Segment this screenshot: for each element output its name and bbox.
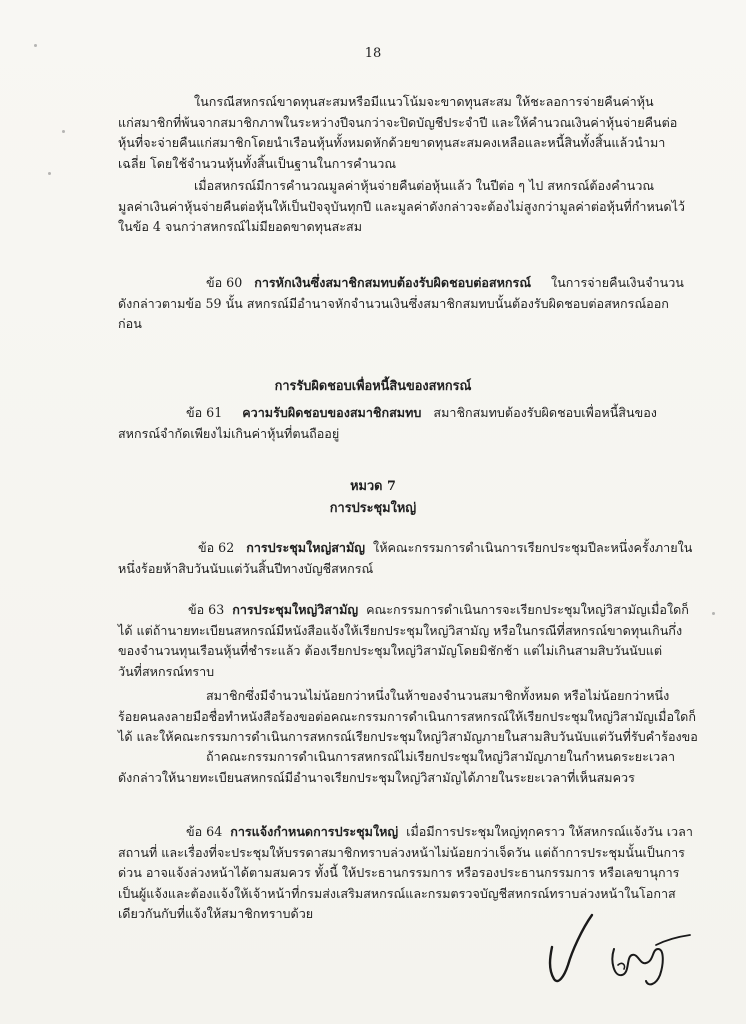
clause-60 [118, 273, 684, 335]
text-line: แก่สมาชิกที่พ้นจากสมาชิกภาพในระหว่างปีจนกว่าจะปิดบัญชีประจำปี และให้คำนวณเงินค่าหุ้นจ่ายคืนต่อ [118, 114, 678, 130]
text-line: มูลค่าเงินค่าหุ้นจ่ายคืนต่อหุ้นให้เป็นปัจจุบันทุกปี และมูลค่าดังกล่าวจะต้องไม่สูงกว่ามูลค่าต่อหุ้นที่กำหนดไว้ [118, 198, 686, 214]
text-line: ถ้าคณะกรรมการดำเนินการสหกรณ์ไม่เรียกประชุมใหญ่วิสามัญภายในกำหนดระยะเวลา [206, 749, 676, 764]
text-line: ก่อน [118, 316, 142, 331]
clause-61 [118, 403, 657, 444]
text-line: ได้ และให้คณะกรรมการดำเนินการสหกรณ์เรียกประชุมใหญ่วิสามัญภายในสามสิบวันนับแต่วันที่รับคำร้องขอ [118, 729, 698, 744]
clause-number: ข้อ 64 [186, 824, 223, 839]
text-line: สมาชิกสมทบต้องรับผิดชอบเพื่อหนี้สินของ [433, 405, 657, 420]
paragraph-member-request [118, 686, 698, 748]
paragraph-loss-withholding [118, 92, 678, 174]
clause-number: ข้อ 63 [188, 602, 225, 617]
section-heading: การรับผิดชอบเพื่อหนี้สินของสหกรณ์ [274, 379, 472, 394]
handwritten-signatures [530, 905, 700, 995]
clause-title: การหักเงินซึ่งสมาชิกสมทบต้องรับผิดชอบต่อสหกรณ์ [254, 275, 531, 290]
scan-speck [62, 130, 65, 133]
scan-speck [48, 172, 51, 175]
clause-title: การแจ้งกำหนดการประชุมใหญ่ [230, 824, 399, 839]
clause-number: ข้อ 62 [198, 540, 235, 555]
clause-63 [118, 600, 689, 682]
scan-speck [712, 612, 715, 615]
text-line: ได้ แต่ถ้านายทะเบียนสหกรณ์มีหนังสือแจ้งให้เรียกประชุมใหญ่วิสามัญ หรือในกรณีที่สหกรณ์ขาดทุนเกินกึ่ง [118, 622, 683, 638]
text-line: คณะกรรมการดำเนินการจะเรียกประชุมใหญ่วิสามัญเมื่อใดก็ [366, 602, 689, 617]
text-line: สหกรณ์จำกัดเพียงไม่เกินค่าหุ้นที่ตนถืออยู่ [118, 425, 340, 441]
text-line: ร้อยคนลงลายมือชื่อทำหนังสือร้องขอต่อคณะกรรมการดำเนินการสหกรณ์ให้เรียกประชุมใหญ่วิสามัญเมื่อใดก็ [118, 708, 696, 724]
clause-title: การประชุมใหญ่สามัญ [246, 540, 366, 555]
text-line: เดียวกันกับที่แจ้งให้สมาชิกทราบด้วย [118, 906, 314, 921]
scan-speck [34, 44, 37, 47]
clause-number: ข้อ 60 [206, 275, 243, 290]
text-line: หนึ่งร้อยห้าสิบวันนับแต่วันสิ้นปีทางบัญชีสหกรณ์ [118, 560, 374, 576]
page-number: 18 [364, 46, 382, 61]
text-line: สมาชิกซึ่งมีจำนวนไม่น้อยกว่าหนึ่งในห้าของจำนวนสมาชิกทั้งหมด หรือไม่น้อยกว่าหนึ่ง [206, 688, 670, 703]
text-line: ในข้อ 4 จนกว่าสหกรณ์ไม่มียอดขาดทุนสะสม [118, 219, 363, 234]
clause-number: ข้อ 61 [186, 405, 223, 420]
clause-title: ความรับผิดชอบของสมาชิกสมทบ [242, 405, 422, 420]
text-line: ด่วน อาจแจ้งล่วงหน้าได้ตามสมควร ทั้งนี้ ให้ประธานกรรมการ หรือรองประธานกรรมการ หรือเลขานุการ [118, 865, 680, 880]
text-line: ในกรณีสหกรณ์ขาดทุนสะสมหรือมีแนวโน้มจะขาดทุนสะสม ให้ชะลอการจ่ายคืนค่าหุ้น [194, 94, 654, 109]
text-line: เมื่อสหกรณ์มีการคำนวณมูลค่าหุ้นจ่ายคืนต่อหุ้นแล้ว ในปีต่อ ๆ ไป สหกรณ์ต้องคำนวณ [194, 178, 655, 193]
clause-title: การประชุมใหญ่วิสามัญ [232, 602, 359, 617]
text-line: ให้คณะกรรมการดำเนินการเรียกประชุมปีละหนึ่งครั้งภายใน [373, 540, 693, 555]
chapter-subheading: การประชุมใหญ่ [329, 501, 417, 516]
text-line: ในการจ่ายคืนเงินจำนวน [551, 275, 684, 290]
text-line: ของจำนวนทุนเรือนหุ้นที่ชำระแล้ว ต้องเรียกประชุมใหญ่วิสามัญโดยมิชักช้า แต่ไม่เกินสามสิบวันนับแต่ [118, 643, 663, 658]
paragraph-registrar-power [118, 747, 676, 788]
chapter-heading: หมวด 7 [350, 479, 396, 494]
text-line: เฉลี่ย โดยใช้จำนวนหุ้นทั้งสิ้นเป็นฐานในการคำนวณ [118, 155, 397, 171]
text-line: สถานที่ และเรื่องที่จะประชุมให้บรรดาสมาชิกทราบล่วงหน้าไม่น้อยกว่าเจ็ดวัน แต่ถ้าการประชุมนั้นเป็นการ [118, 844, 685, 860]
text-line: เป็นผู้แจ้งและต้องแจ้งให้เจ้าหน้าที่กรมส่งเสริมสหกรณ์และกรมตรวจบัญชีสหกรณ์ทราบล่วงหน้าในโอกาส [118, 885, 676, 901]
text-line: หุ้นที่จะจ่ายคืนแก่สมาชิกโดยนำเรือนหุ้นทั้งหมดหักด้วยขาดทุนสะสมคงเหลือและหนี้สินทั้งสิ้นแล้วนำมา [118, 135, 666, 150]
paragraph-share-valuation [118, 176, 686, 238]
clause-62 [118, 538, 693, 579]
text-line: วันที่สหกรณ์ทราบ [118, 663, 215, 679]
text-line: ดังกล่าวตามข้อ 59 นั้น สหกรณ์มีอำนาจหักจำนวนเงินซึ่งสมาชิกสมทบนั้นต้องรับผิดชอบต่อสหกรณ์ออก [118, 295, 669, 311]
text-line: เมื่อมีการประชุมใหญ่ทุกคราว ให้สหกรณ์แจ้งวัน เวลา [406, 824, 693, 839]
text-line: ดังกล่าวให้นายทะเบียนสหกรณ์มีอำนาจเรียกประชุมใหญ่วิสามัญได้ภายในระยะเวลาที่เห็นสมควร [118, 769, 635, 785]
